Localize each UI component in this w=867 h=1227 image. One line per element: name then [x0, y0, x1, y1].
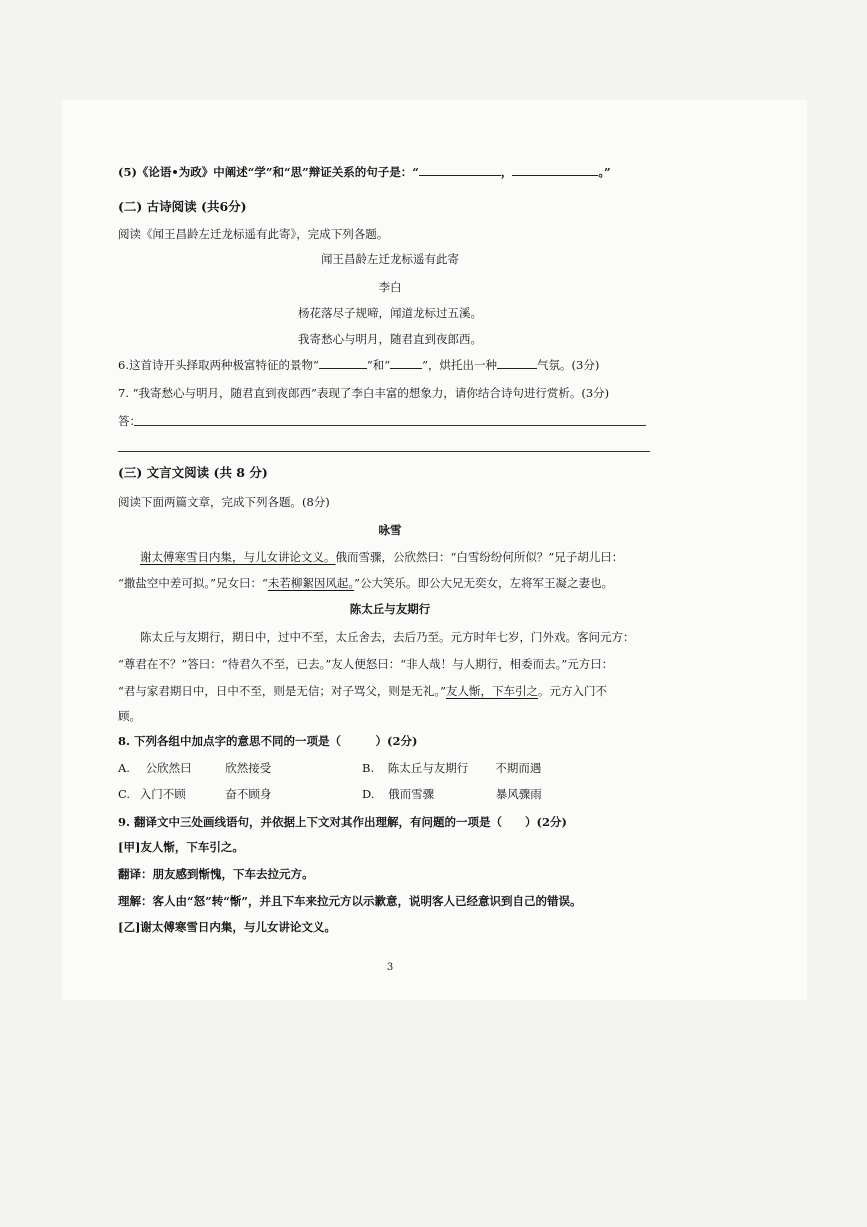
- q8-question: 8. 下列各组中加点字的意思不同的一项是（ ）(2分): [118, 734, 418, 748]
- option-c-word-1: 入门不顾: [139, 787, 186, 801]
- q6-blank-2[interactable]: [390, 357, 422, 369]
- option-a-label: A.: [118, 761, 130, 775]
- underlined-sentence-bing: 未若柳絮因风起。: [267, 576, 355, 590]
- poem-author: 李白: [378, 280, 402, 294]
- passage-1-line-2-a: “撒盐空中差可拟。”兄女曰：“: [118, 576, 268, 590]
- passage-2-line-3-a: “君与家君期日中，日中不至，则是无信；对子骂父，则是无礼。”: [118, 684, 447, 698]
- passage-1-title: 咏雪: [378, 523, 402, 537]
- underlined-sentence-yi: 谢太傅寒雪日内集，与儿女讲论文义。: [140, 550, 336, 564]
- option-b-word-2: 不期而遇: [495, 761, 542, 775]
- q5-text: (5)《论语•为政》中阐述“学”和“思”辩证关系的句子是：“: [118, 165, 419, 179]
- q6-text-a: 6.这首诗开头择取两种极富特征的景物“: [118, 358, 319, 372]
- q6-line: [118, 357, 599, 373]
- q6-blank-1[interactable]: [319, 357, 367, 369]
- q8-option-b[interactable]: [362, 760, 541, 776]
- option-a-word-2: 欣然接受: [225, 761, 272, 775]
- q5-end: 。”: [598, 165, 611, 179]
- section-3-title: (三) 文言文阅读 (共 8 分): [118, 465, 268, 480]
- answer-line-1[interactable]: [134, 425, 646, 426]
- q5-blank-2[interactable]: [512, 164, 598, 176]
- option-b-label: B.: [362, 761, 375, 775]
- passage-2-line-3-b: 。元方入门不: [538, 684, 608, 698]
- passage-2-line-2: “尊君在不？”答曰：“待君久不至，已去。”友人便怒曰：“非人哉！与人期行，相委而去。”元方曰：: [118, 657, 614, 671]
- q6-text-d: 气氛。(3分): [537, 358, 600, 372]
- option-c-label: C.: [118, 787, 131, 801]
- section-2-intro: 阅读《闻王昌龄左迁龙标遥有此寄》，完成下列各题。: [118, 227, 389, 241]
- poem-line-2: 我寄愁心与明月，随君直到夜郎西。: [298, 332, 482, 346]
- passage-2-line-4: 顾。: [118, 709, 141, 723]
- passage-1-line-1-rest: 俄而雪骤，公欣然曰：“白雪纷纷何所似？”兄子胡儿曰：: [335, 550, 624, 564]
- q9-item-jia: [甲]友人惭，下车引之。: [118, 840, 244, 854]
- q9-item-yi: [乙]谢太傅寒雪日内集，与儿女讲论文义。: [118, 920, 336, 934]
- q8-option-a[interactable]: [118, 760, 271, 776]
- underlined-sentence-jia: 友人惭，下车引之: [446, 684, 539, 698]
- section-2-title: (二) 古诗阅读 (共6分): [118, 199, 247, 214]
- q8-option-d[interactable]: [362, 786, 542, 802]
- q9-jia-translation: 翻译：朋友感到惭愧，下车去拉元方。: [118, 867, 314, 881]
- section-3-intro: 阅读下面两篇文章，完成下列各题。(8分): [118, 495, 330, 509]
- passage-1-line-2-b: ”公大笑乐。即公大兄无奕女，左将军王凝之妻也。: [354, 576, 614, 590]
- q6-text-b: ”和“: [366, 358, 391, 372]
- q7-question: 7. “我寄愁心与明月，随君直到夜郎西”表现了李白丰富的想象力，请你结合诗句进行赏析。(3分): [118, 386, 610, 400]
- option-c-word-2: 奋不顾身: [225, 787, 272, 801]
- q7-answer-label: 答：: [118, 414, 141, 428]
- q5-line: [118, 164, 611, 180]
- q9-jia-understanding: 理解：客人由“怒”转“惭”，并且下车来拉元方以示歉意，说明客人已经意识到自己的错误。: [118, 894, 582, 908]
- option-d-label: D.: [362, 787, 375, 801]
- q5-blank-1[interactable]: [419, 164, 501, 176]
- passage-1-line-2: [118, 575, 613, 591]
- q9-question: 9. 翻译文中三处画线语句，并依据上下文对其作出理解，有问题的一项是（ ）(2分): [118, 815, 567, 829]
- passage-2-line-1: 陈太丘与友期行，期日中，过中不至，太丘舍去，去后乃至。元方时年七岁，门外戏。客问元方：: [140, 630, 635, 644]
- q8-option-c[interactable]: [118, 786, 271, 802]
- option-d-word-2: 暴风骤雨: [495, 787, 542, 801]
- q5-sep: ，: [500, 165, 513, 179]
- page-number: 3: [386, 962, 394, 973]
- q6-blank-3[interactable]: [497, 357, 537, 369]
- poem-line-1: 杨花落尽子规啼，闻道龙标过五溪。: [298, 306, 482, 320]
- passage-2-line-3: [118, 683, 607, 699]
- passage-1-line-1: [140, 549, 623, 565]
- answer-line-2[interactable]: [118, 451, 650, 452]
- passage-2-title: 陈太丘与友期行: [349, 602, 431, 616]
- option-d-word-1: 俄而雪骤: [388, 787, 435, 801]
- option-a-word-1: 公欣然曰: [145, 761, 192, 775]
- option-b-word-1: 陈太丘与友期行: [387, 761, 469, 775]
- q6-text-c: ”，烘托出一种: [422, 358, 498, 372]
- poem-title: 闻王昌龄左迁龙标遥有此寄: [321, 252, 459, 266]
